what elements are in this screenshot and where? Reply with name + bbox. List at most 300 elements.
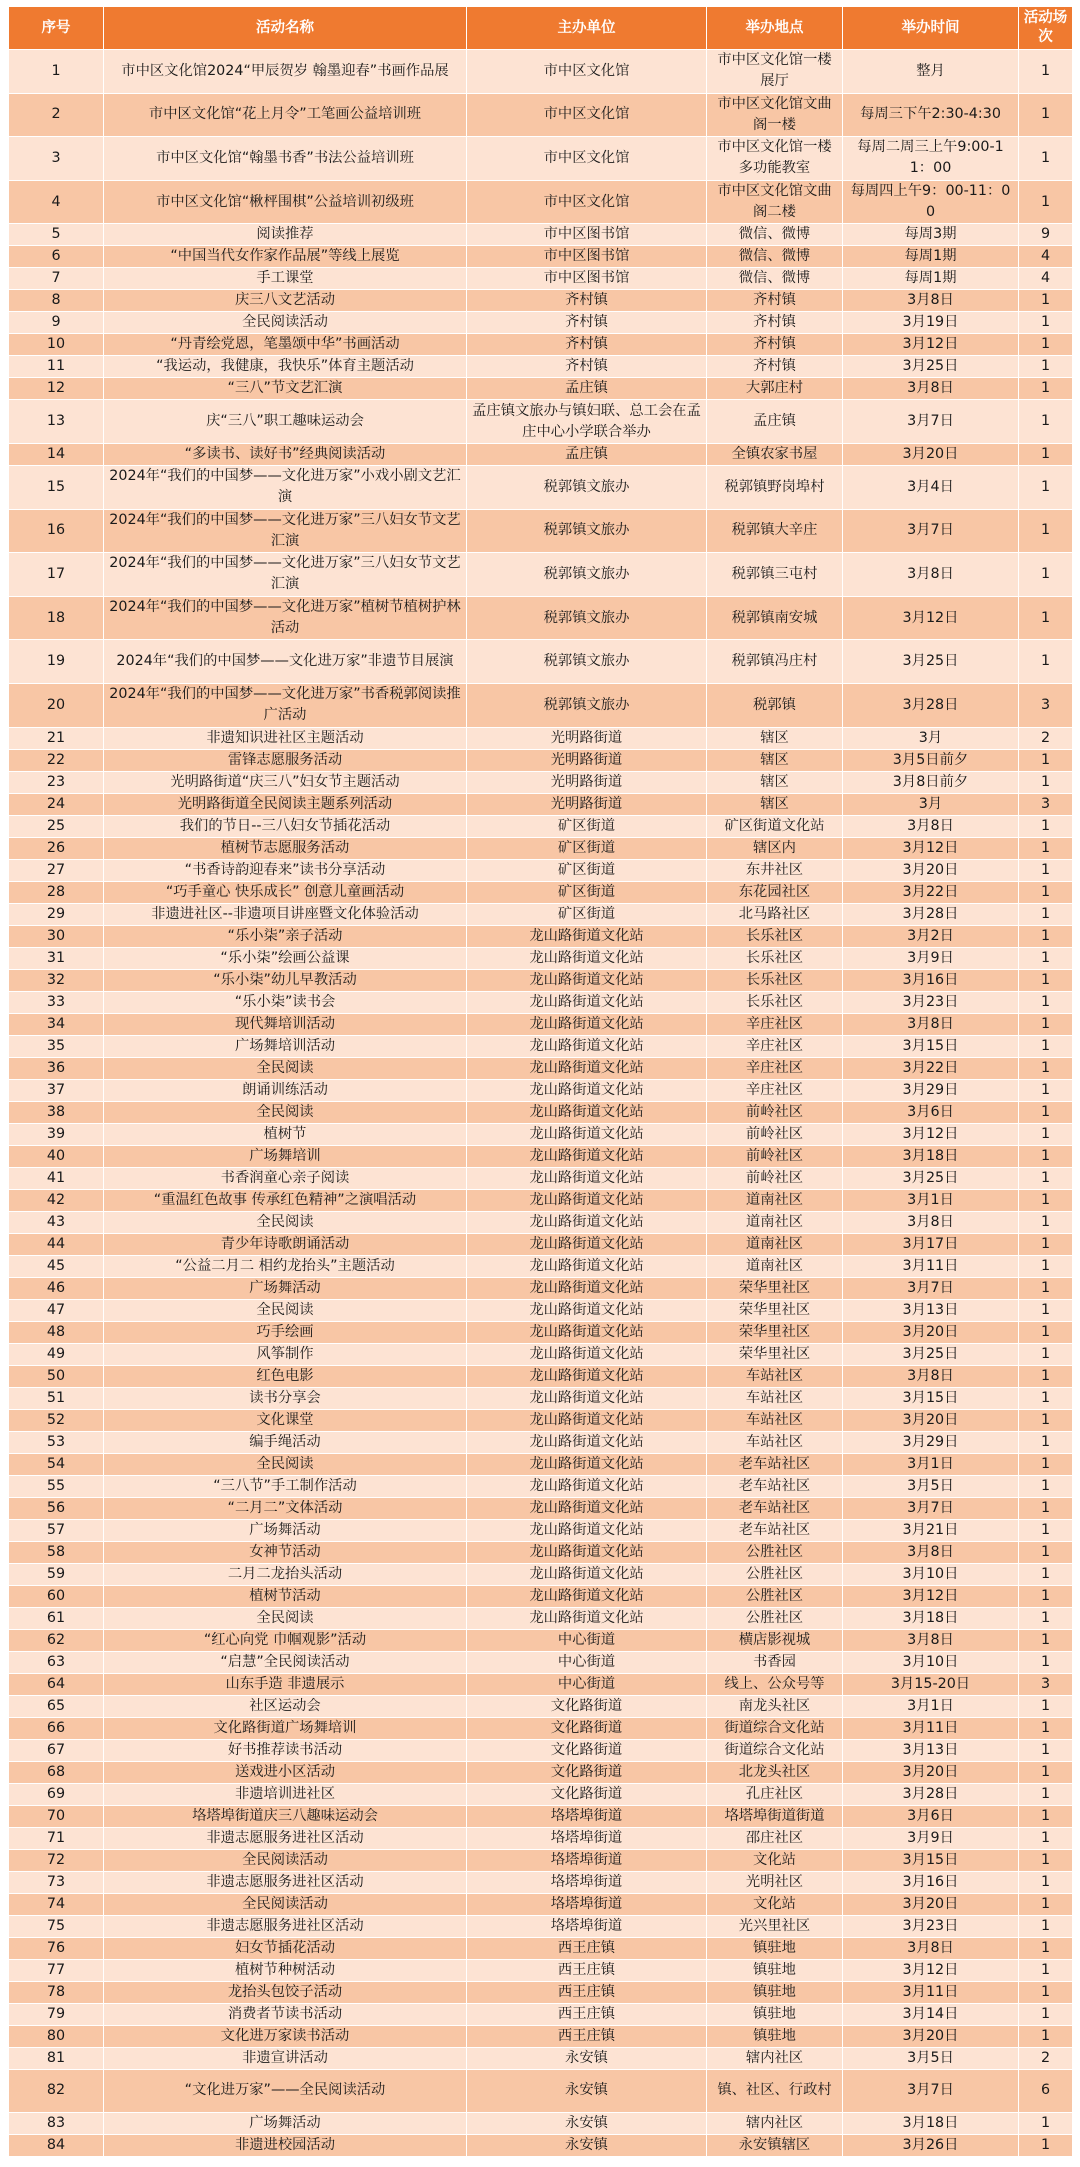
cell-index: 63 <box>9 1651 104 1673</box>
cell-time: 3月5日前夕 <box>843 749 1019 771</box>
cell-time: 3月1日 <box>843 1453 1019 1475</box>
cell-organizer: 中心街道 <box>467 1629 707 1651</box>
cell-venue: 税郭镇大辛庄 <box>707 509 843 553</box>
cell-activity-name: “乐小柒”读书会 <box>104 991 467 1013</box>
cell-activity-name: 全民阅读 <box>104 1101 467 1123</box>
cell-activity-name: 庆“三八”职工趣味运动会 <box>104 400 467 444</box>
cell-sessions: 2 <box>1019 727 1073 749</box>
cell-activity-name: 植树节 <box>104 1123 467 1145</box>
cell-venue: 辖区 <box>707 749 843 771</box>
cell-activity-name: “公益二月二 相约龙抬头”主题活动 <box>104 1255 467 1277</box>
table-row <box>9 2003 1073 2025</box>
cell-time: 3月22日 <box>843 1057 1019 1079</box>
cell-sessions: 1 <box>1019 1343 1073 1365</box>
table-row <box>9 224 1073 246</box>
cell-venue: 长乐社区 <box>707 969 843 991</box>
cell-activity-name: 编手绳活动 <box>104 1431 467 1453</box>
cell-sessions: 1 <box>1019 93 1073 137</box>
cell-sessions: 1 <box>1019 1299 1073 1321</box>
table-row <box>9 334 1073 356</box>
cell-time: 3月8日 <box>843 1629 1019 1651</box>
cell-venue: 街道综合文化站 <box>707 1739 843 1761</box>
cell-index: 78 <box>9 1981 104 2003</box>
table-row <box>9 969 1073 991</box>
cell-organizer: 矿区街道 <box>467 903 707 925</box>
cell-time: 3月25日 <box>843 640 1019 684</box>
table-row <box>9 1651 1073 1673</box>
cell-organizer: 垎塔埠街道 <box>467 1849 707 1871</box>
cell-organizer: 齐村镇 <box>467 334 707 356</box>
cell-activity-name: 全民阅读 <box>104 1057 467 1079</box>
cell-index: 5 <box>9 224 104 246</box>
cell-sessions: 1 <box>1019 50 1073 94</box>
cell-venue: 文化站 <box>707 1849 843 1871</box>
cell-index: 14 <box>9 443 104 465</box>
cell-index: 31 <box>9 947 104 969</box>
col-header-time: 举办时间 <box>843 7 1019 50</box>
cell-index: 73 <box>9 1871 104 1893</box>
cell-sessions: 4 <box>1019 268 1073 290</box>
table-row <box>9 815 1073 837</box>
table-row <box>9 1299 1073 1321</box>
cell-venue: 东花园社区 <box>707 881 843 903</box>
cell-time: 3月12日 <box>843 1959 1019 1981</box>
cell-activity-name: 市中区文化馆“花上月令”工笔画公益培训班 <box>104 93 467 137</box>
cell-sessions: 1 <box>1019 1783 1073 1805</box>
cell-sessions: 1 <box>1019 180 1073 224</box>
cell-time: 3月7日 <box>843 1497 1019 1519</box>
table-row <box>9 1563 1073 1585</box>
cell-venue: 辛庄社区 <box>707 1057 843 1079</box>
cell-time: 3月8日 <box>843 1013 1019 1035</box>
cell-organizer: 市中区图书馆 <box>467 224 707 246</box>
cell-index: 80 <box>9 2025 104 2047</box>
cell-venue: 齐村镇 <box>707 334 843 356</box>
cell-organizer: 市中区文化馆 <box>467 180 707 224</box>
cell-sessions: 1 <box>1019 1761 1073 1783</box>
cell-activity-name: 朗诵训练活动 <box>104 1079 467 1101</box>
cell-venue: 道南社区 <box>707 1233 843 1255</box>
cell-index: 26 <box>9 837 104 859</box>
cell-index: 30 <box>9 925 104 947</box>
table-row <box>9 1915 1073 1937</box>
cell-index: 74 <box>9 1893 104 1915</box>
cell-venue: 齐村镇 <box>707 312 843 334</box>
cell-activity-name: 我们的节日--三八妇女节插花活动 <box>104 815 467 837</box>
cell-index: 56 <box>9 1497 104 1519</box>
cell-sessions: 1 <box>1019 2025 1073 2047</box>
cell-organizer: 龙山路街道文化站 <box>467 1233 707 1255</box>
cell-venue: 辖区 <box>707 727 843 749</box>
cell-venue: 道南社区 <box>707 1211 843 1233</box>
cell-index: 10 <box>9 334 104 356</box>
cell-organizer: 光明路街道 <box>467 771 707 793</box>
cell-venue: 前岭社区 <box>707 1101 843 1123</box>
cell-time: 每周三下午2:30-4:30 <box>843 93 1019 137</box>
cell-time: 3月28日 <box>843 1783 1019 1805</box>
cell-venue: 长乐社区 <box>707 947 843 969</box>
cell-activity-name: 市中区文化馆“楸枰围棋”公益培训初级班 <box>104 180 467 224</box>
cell-sessions: 1 <box>1019 1189 1073 1211</box>
cell-time: 3月1日 <box>843 1695 1019 1717</box>
cell-sessions: 1 <box>1019 771 1073 793</box>
table-row <box>9 268 1073 290</box>
cell-organizer: 龙山路街道文化站 <box>467 1387 707 1409</box>
cell-index: 79 <box>9 2003 104 2025</box>
cell-time: 3月13日 <box>843 1739 1019 1761</box>
cell-index: 60 <box>9 1585 104 1607</box>
cell-venue: 前岭社区 <box>707 1145 843 1167</box>
cell-venue: 公胜社区 <box>707 1541 843 1563</box>
table-row <box>9 925 1073 947</box>
table-row <box>9 443 1073 465</box>
cell-sessions: 1 <box>1019 969 1073 991</box>
cell-index: 1 <box>9 50 104 94</box>
table-row <box>9 246 1073 268</box>
cell-time: 3月20日 <box>843 1893 1019 1915</box>
cell-sessions: 1 <box>1019 334 1073 356</box>
cell-venue: 东井社区 <box>707 859 843 881</box>
cell-sessions: 3 <box>1019 793 1073 815</box>
cell-venue: 镇、社区、行政村 <box>707 2069 843 2113</box>
table-row <box>9 1695 1073 1717</box>
cell-venue: 邵庄社区 <box>707 1827 843 1849</box>
cell-organizer: 龙山路街道文化站 <box>467 1035 707 1057</box>
cell-activity-name: 全民阅读 <box>104 1453 467 1475</box>
cell-sessions: 1 <box>1019 1585 1073 1607</box>
table-row <box>9 727 1073 749</box>
cell-activity-name: “书香诗韵迎春来”读书分享活动 <box>104 859 467 881</box>
cell-organizer: 矿区街道 <box>467 859 707 881</box>
cell-activity-name: “启慧”全民阅读活动 <box>104 1651 467 1673</box>
cell-venue: 荣华里社区 <box>707 1321 843 1343</box>
cell-time: 3月29日 <box>843 1079 1019 1101</box>
cell-sessions: 1 <box>1019 1937 1073 1959</box>
cell-activity-name: 2024年“我们的中国梦——文化进万家”植树节植树护林活动 <box>104 596 467 640</box>
cell-index: 69 <box>9 1783 104 1805</box>
cell-index: 7 <box>9 268 104 290</box>
table-row <box>9 1321 1073 1343</box>
cell-index: 81 <box>9 2047 104 2069</box>
table-row <box>9 771 1073 793</box>
cell-organizer: 西王庄镇 <box>467 1959 707 1981</box>
cell-time: 3月25日 <box>843 1343 1019 1365</box>
cell-sessions: 1 <box>1019 1365 1073 1387</box>
table-row <box>9 1937 1073 1959</box>
cell-organizer: 龙山路街道文化站 <box>467 1211 707 1233</box>
cell-activity-name: 现代舞培训活动 <box>104 1013 467 1035</box>
cell-index: 45 <box>9 1255 104 1277</box>
table-row <box>9 1959 1073 1981</box>
table-row <box>9 1035 1073 1057</box>
cell-venue: 辖区 <box>707 793 843 815</box>
cell-index: 71 <box>9 1827 104 1849</box>
cell-venue: 南龙头社区 <box>707 1695 843 1717</box>
cell-activity-name: 植树节种树活动 <box>104 1959 467 1981</box>
cell-organizer: 市中区图书馆 <box>467 268 707 290</box>
cell-venue: 辖区 <box>707 771 843 793</box>
cell-index: 67 <box>9 1739 104 1761</box>
cell-venue: 道南社区 <box>707 1255 843 1277</box>
table-row <box>9 1717 1073 1739</box>
cell-venue: 孟庄镇 <box>707 400 843 444</box>
cell-sessions: 1 <box>1019 465 1073 509</box>
cell-organizer: 齐村镇 <box>467 290 707 312</box>
cell-organizer: 光明路街道 <box>467 749 707 771</box>
cell-time: 3月20日 <box>843 1321 1019 1343</box>
cell-time: 3月12日 <box>843 334 1019 356</box>
table-row <box>9 1343 1073 1365</box>
cell-organizer: 垎塔埠街道 <box>467 1893 707 1915</box>
cell-activity-name: 二月二龙抬头活动 <box>104 1563 467 1585</box>
cell-venue: 大郭庄村 <box>707 378 843 400</box>
cell-index: 3 <box>9 137 104 181</box>
cell-activity-name: 庆三八文艺活动 <box>104 290 467 312</box>
table-row <box>9 1607 1073 1629</box>
table-row <box>9 640 1073 684</box>
cell-time: 3月17日 <box>843 1233 1019 1255</box>
cell-index: 61 <box>9 1607 104 1629</box>
cell-organizer: 龙山路街道文化站 <box>467 1409 707 1431</box>
cell-sessions: 1 <box>1019 1387 1073 1409</box>
cell-sessions: 1 <box>1019 1167 1073 1189</box>
cell-activity-name: 文化进万家读书活动 <box>104 2025 467 2047</box>
cell-index: 32 <box>9 969 104 991</box>
cell-index: 36 <box>9 1057 104 1079</box>
cell-index: 8 <box>9 290 104 312</box>
table-row <box>9 378 1073 400</box>
cell-time: 3月20日 <box>843 1761 1019 1783</box>
cell-sessions: 1 <box>1019 1211 1073 1233</box>
cell-activity-name: 阅读推荐 <box>104 224 467 246</box>
cell-index: 25 <box>9 815 104 837</box>
cell-organizer: 光明路街道 <box>467 793 707 815</box>
cell-activity-name: 广场舞培训 <box>104 1145 467 1167</box>
cell-index: 23 <box>9 771 104 793</box>
cell-sessions: 1 <box>1019 1013 1073 1035</box>
cell-organizer: 垎塔埠街道 <box>467 1915 707 1937</box>
cell-organizer: 垎塔埠街道 <box>467 1805 707 1827</box>
cell-venue: 北马路社区 <box>707 903 843 925</box>
cell-organizer: 龙山路街道文化站 <box>467 1475 707 1497</box>
cell-index: 66 <box>9 1717 104 1739</box>
cell-venue: 镇驻地 <box>707 1981 843 2003</box>
cell-sessions: 9 <box>1019 224 1073 246</box>
cell-index: 55 <box>9 1475 104 1497</box>
cell-index: 44 <box>9 1233 104 1255</box>
cell-activity-name: “乐小柒”幼儿早教活动 <box>104 969 467 991</box>
cell-activity-name: 雷锋志愿服务活动 <box>104 749 467 771</box>
cell-organizer: 西王庄镇 <box>467 2025 707 2047</box>
cell-organizer: 龙山路街道文化站 <box>467 1079 707 1101</box>
cell-organizer: 税郭镇文旅办 <box>467 509 707 553</box>
cell-venue: 辛庄社区 <box>707 1079 843 1101</box>
cell-activity-name: 书香润童心亲子阅读 <box>104 1167 467 1189</box>
cell-organizer: 西王庄镇 <box>467 1981 707 2003</box>
table-row <box>9 793 1073 815</box>
cell-activity-name: 光明路街道“庆三八”妇女节主题活动 <box>104 771 467 793</box>
cell-sessions: 1 <box>1019 881 1073 903</box>
table-row <box>9 50 1073 94</box>
table-row <box>9 2135 1073 2157</box>
cell-sessions: 1 <box>1019 400 1073 444</box>
cell-activity-name: “文化进万家”——全民阅读活动 <box>104 2069 467 2113</box>
cell-time: 3月20日 <box>843 2025 1019 2047</box>
cell-organizer: 齐村镇 <box>467 356 707 378</box>
cell-sessions: 1 <box>1019 1101 1073 1123</box>
cell-time: 整月 <box>843 50 1019 94</box>
cell-organizer: 龙山路街道文化站 <box>467 1167 707 1189</box>
cell-time: 3月13日 <box>843 1299 1019 1321</box>
cell-time: 3月26日 <box>843 2135 1019 2157</box>
table-row <box>9 1101 1073 1123</box>
cell-activity-name: 读书分享会 <box>104 1387 467 1409</box>
cell-sessions: 1 <box>1019 1475 1073 1497</box>
cell-organizer: 垎塔埠街道 <box>467 1871 707 1893</box>
cell-index: 51 <box>9 1387 104 1409</box>
cell-organizer: 龙山路街道文化站 <box>467 1189 707 1211</box>
cell-index: 21 <box>9 727 104 749</box>
cell-sessions: 1 <box>1019 1453 1073 1475</box>
cell-time: 3月5日 <box>843 1475 1019 1497</box>
table-row <box>9 553 1073 597</box>
cell-time: 3月12日 <box>843 837 1019 859</box>
cell-time: 3月8日 <box>843 1937 1019 1959</box>
cell-time: 3月9日 <box>843 947 1019 969</box>
cell-organizer: 龙山路街道文化站 <box>467 1365 707 1387</box>
cell-time: 3月8日 <box>843 553 1019 597</box>
cell-time: 3月12日 <box>843 1585 1019 1607</box>
cell-organizer: 税郭镇文旅办 <box>467 553 707 597</box>
cell-time: 3月25日 <box>843 356 1019 378</box>
cell-sessions: 1 <box>1019 356 1073 378</box>
table-row <box>9 1871 1073 1893</box>
cell-index: 68 <box>9 1761 104 1783</box>
cell-index: 34 <box>9 1013 104 1035</box>
cell-time: 3月7日 <box>843 400 1019 444</box>
cell-index: 15 <box>9 465 104 509</box>
cell-venue: 市中区文化馆一楼展厅 <box>707 50 843 94</box>
cell-venue: 线上、公众号等 <box>707 1673 843 1695</box>
cell-time: 3月1日 <box>843 1189 1019 1211</box>
cell-activity-name: 广场舞活动 <box>104 1277 467 1299</box>
cell-activity-name: “三八”节文艺汇演 <box>104 378 467 400</box>
cell-sessions: 1 <box>1019 1607 1073 1629</box>
table-row <box>9 1761 1073 1783</box>
cell-index: 38 <box>9 1101 104 1123</box>
cell-index: 13 <box>9 400 104 444</box>
cell-sessions: 1 <box>1019 1431 1073 1453</box>
cell-venue: 税郭镇 <box>707 683 843 727</box>
table-row <box>9 1387 1073 1409</box>
cell-organizer: 矿区街道 <box>467 815 707 837</box>
cell-index: 24 <box>9 793 104 815</box>
cell-time: 每周二周三上午9:00-11：00 <box>843 137 1019 181</box>
cell-organizer: 龙山路街道文化站 <box>467 1057 707 1079</box>
cell-organizer: 市中区文化馆 <box>467 50 707 94</box>
cell-activity-name: “三八节”手工制作活动 <box>104 1475 467 1497</box>
cell-organizer: 龙山路街道文化站 <box>467 1255 707 1277</box>
cell-index: 28 <box>9 881 104 903</box>
cell-activity-name: 全民阅读 <box>104 1211 467 1233</box>
cell-venue: 街道综合文化站 <box>707 1717 843 1739</box>
cell-index: 54 <box>9 1453 104 1475</box>
cell-venue: 车站社区 <box>707 1387 843 1409</box>
cell-organizer: 龙山路街道文化站 <box>467 1431 707 1453</box>
cell-organizer: 龙山路街道文化站 <box>467 991 707 1013</box>
cell-venue: 微信、微博 <box>707 246 843 268</box>
cell-index: 48 <box>9 1321 104 1343</box>
cell-index: 77 <box>9 1959 104 1981</box>
cell-index: 22 <box>9 749 104 771</box>
cell-activity-name: 垎塔埠街道庆三八趣味运动会 <box>104 1805 467 1827</box>
table-row <box>9 749 1073 771</box>
cell-time: 3月15日 <box>843 1387 1019 1409</box>
table-header-row <box>9 7 1073 50</box>
cell-activity-name: “乐小柒”绘画公益课 <box>104 947 467 969</box>
table-row <box>9 1453 1073 1475</box>
cell-sessions: 2 <box>1019 2047 1073 2069</box>
cell-organizer: 文化路街道 <box>467 1717 707 1739</box>
cell-activity-name: 巧手绘画 <box>104 1321 467 1343</box>
cell-sessions: 1 <box>1019 1519 1073 1541</box>
table-row <box>9 2069 1073 2113</box>
cell-sessions: 1 <box>1019 137 1073 181</box>
table-row <box>9 312 1073 334</box>
cell-index: 17 <box>9 553 104 597</box>
table-row <box>9 1519 1073 1541</box>
cell-index: 75 <box>9 1915 104 1937</box>
cell-index: 41 <box>9 1167 104 1189</box>
cell-venue: 公胜社区 <box>707 1585 843 1607</box>
cell-sessions: 1 <box>1019 1651 1073 1673</box>
table-row <box>9 1783 1073 1805</box>
table-row <box>9 1497 1073 1519</box>
col-header-organizer: 主办单位 <box>467 7 707 50</box>
cell-sessions: 1 <box>1019 2113 1073 2135</box>
cell-organizer: 市中区文化馆 <box>467 93 707 137</box>
cell-index: 29 <box>9 903 104 925</box>
table-row <box>9 2025 1073 2047</box>
cell-venue: 车站社区 <box>707 1409 843 1431</box>
cell-activity-name: 2024年“我们的中国梦——文化进万家”三八妇女节文艺汇演 <box>104 553 467 597</box>
table-row <box>9 837 1073 859</box>
cell-time: 3月15-20日 <box>843 1673 1019 1695</box>
cell-venue: 税郭镇南安城 <box>707 596 843 640</box>
cell-organizer: 永安镇 <box>467 2069 707 2113</box>
cell-activity-name: 广场舞活动 <box>104 1519 467 1541</box>
cell-time: 3月11日 <box>843 1981 1019 2003</box>
cell-activity-name: 非遗培训进社区 <box>104 1783 467 1805</box>
table-row <box>9 947 1073 969</box>
cell-activity-name: 非遗进校园活动 <box>104 2135 467 2157</box>
cell-time: 3月15日 <box>843 1035 1019 1057</box>
table-row <box>9 1233 1073 1255</box>
table-row <box>9 1805 1073 1827</box>
cell-index: 64 <box>9 1673 104 1695</box>
table-row <box>9 1629 1073 1651</box>
cell-venue: 北龙头社区 <box>707 1761 843 1783</box>
cell-activity-name: 广场舞活动 <box>104 2113 467 2135</box>
cell-activity-name: 文化课堂 <box>104 1409 467 1431</box>
cell-activity-name: 女神节活动 <box>104 1541 467 1563</box>
cell-activity-name: “多读书、读好书”经典阅读活动 <box>104 443 467 465</box>
table-row <box>9 1255 1073 1277</box>
table-row <box>9 290 1073 312</box>
cell-time: 3月8日 <box>843 1541 1019 1563</box>
cell-organizer: 文化路街道 <box>467 1739 707 1761</box>
cell-sessions: 1 <box>1019 1959 1073 1981</box>
